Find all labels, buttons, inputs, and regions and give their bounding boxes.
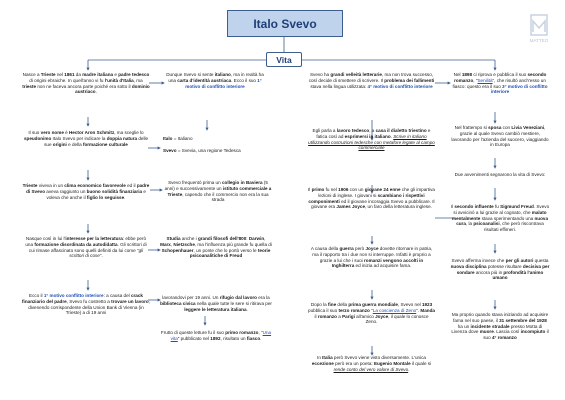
note-montale: In Italia però Svevo viene visto diversamente. L'unica eccezione però era un poeta: Eugenio Montale il quale si rende conto del vero valore di Svevo. [311, 355, 432, 372]
vita-label: Vita [276, 54, 292, 65]
note-collegio: Svevo frequentò prima un collegio in Baviera (5 anni) e successivamente un istituto commerciale a Trieste, capendo che il commercio non era la sua strada [164, 180, 272, 203]
svg-text:MATTEO: MATTEO [529, 38, 549, 43]
note-dialetto: Egli parla a lavoro tedesco, a casa il dialetto triestino e fatica così ad esprimersi in italiano. Scrive in italiano utilizzando costruzioni tedesche con metafore legate al campo commerciale [308, 128, 435, 151]
note-coscienza: Dopo la fine della prima guerra mondiale, Svevo nel 1923 pubblica il suo terzo romanzo "La coscienza di Zeno". Manda il romanzo a Parigi all'amico Joyce, il quale lo conosce Zeno. [308, 302, 435, 325]
title-text: Italo Svevo [253, 16, 317, 31]
note-nome: Il suo vero nome è Hector Aron Schmitz, ma sceglie lo speudonimo Italo Svevo per indicare la doppia natura delle sue origini e della formazione culturale [23, 130, 149, 147]
note-velleita: Svevo ha grandi velleità letterarie, ma non trova successo, così decide di smettere di scrivere. Il problema dei fallimenti stava nella lingua utilizzata: 4° motivo di conflitto interiore [308, 72, 435, 89]
note-morte: Ma proprio quando stava iniziando ad acquisire fama nel suo paese, il 31 settembre del 1928 ha un incidente stradale presso Motta di Livenza dove muore. Lascia così incompiuto il suo 4° romanzo [451, 312, 549, 341]
note-freud: Il secondo influente fu Sigmund Freud. Svevo si avvicinò a lui grazie al cognato, che malato mentalmente stava sperimentando una nuova cura, la psicoanalisi, che però riscontrava risultati effimeri. [450, 204, 550, 233]
note-studi: Studia anche i grandi filosofi dell'800: Darwin, Marx, Nietzsche, ma l'influenza più grande fu quella di Schopenhauer, un ponte che lo portò verso le teorie psicoanalitiche di Freud [160, 236, 272, 259]
note-autori: Svevo afferma invece che per gli autori questa nuova disciplina potesse risultare decisiva per sondare ancora più in profondità l'animo umano [450, 258, 550, 281]
note-svevo-italiano: Dunque Svevo si sente italiano, ma in realtà ha una carta d'identità austriaca. Ecco il suo 1° motivo di conflitto interiore [166, 72, 264, 89]
note-interesse: Nasque così in lui l'interesse per la letteratura: ebbe però una formazione disordinata da autodidatta. Gli scrittori di cui rimase affascinato sono quelli definiti da lui come "gli scrittori di cose". [25, 236, 147, 259]
note-joyce: Il primo fu nel 1906 con un giovane 24 enne che gli impartiva lezioni di inglese. I giovani si scambiano i rispettivi componimenti ed il giovane incoraggia Svevo a pubblicare. Il giovane era James Joyce, un faro della letteratura inglese. [308, 187, 435, 210]
note-italo-svevo: Italo = Italiano Svevo = Svevia, una regione Tedesca [163, 136, 241, 153]
note-nascita: Nasce a Trieste nel 1861 da madre italiana e padre tedesco di origini ebraiche. In quell'anno vi fu l'unità d'Italia, ma trieste non ne faceva ancora parte poiché era sotto il dominio austriaco. [22, 72, 150, 95]
note-guerra: A causa della guerra però Joyce dovette ritornare in patria, ma il rapporto tra i due non si interruppe. Infatti è proprio a grazie a lui che i suoi romanzi vengono accolti in Inghilterra ed inizia ad acquisire fama. [310, 246, 433, 269]
note-avvenimenti: Due avvenimenti segnarono la vita di Svevo: [454, 172, 546, 177]
note-lavoro: lavorandovi per 19 anni. Un rifugio dal lavoro era la biblioteca civica nella quale tutte le sere si ritirava per leggere le letteratura italiana. [160, 295, 272, 312]
note-trieste: Trieste viveva in un clima economico favorevole ed il padre di Svevo aveva raggiunto un buono solidità finanziaria e voleva che anche il figlio lo seguisse. [22, 183, 150, 200]
note-conflitto-1: Ecco il 1° motivo conflitto interiore: a causa del crack finanziario del padre, Svevo fu costretto a trovare un lavoro, divenendo corrispondente della Union Bank di Vienna (in Trieste) a di 19 anni [22, 293, 150, 316]
note-senilita: Nel 1898 ci riprova e pubblica il suo secondo romanzo, "Senilità", che risultò anch'esso un fiasco: questo era il suo 3° motivo di conflitto interiore [452, 72, 548, 95]
note-sposa: Nel frattempo si sposa con Livia Veneziani, grazie al quale Svevo cambiò mestiere, lavorando per l'azienda del suocero, viaggiando in Europa [451, 125, 549, 148]
note-una-vita: Frutto di queste letture fu il suo primo romanzo, "Una vita" pubblicato nel 1892, risultato un fiasco. [160, 330, 272, 341]
